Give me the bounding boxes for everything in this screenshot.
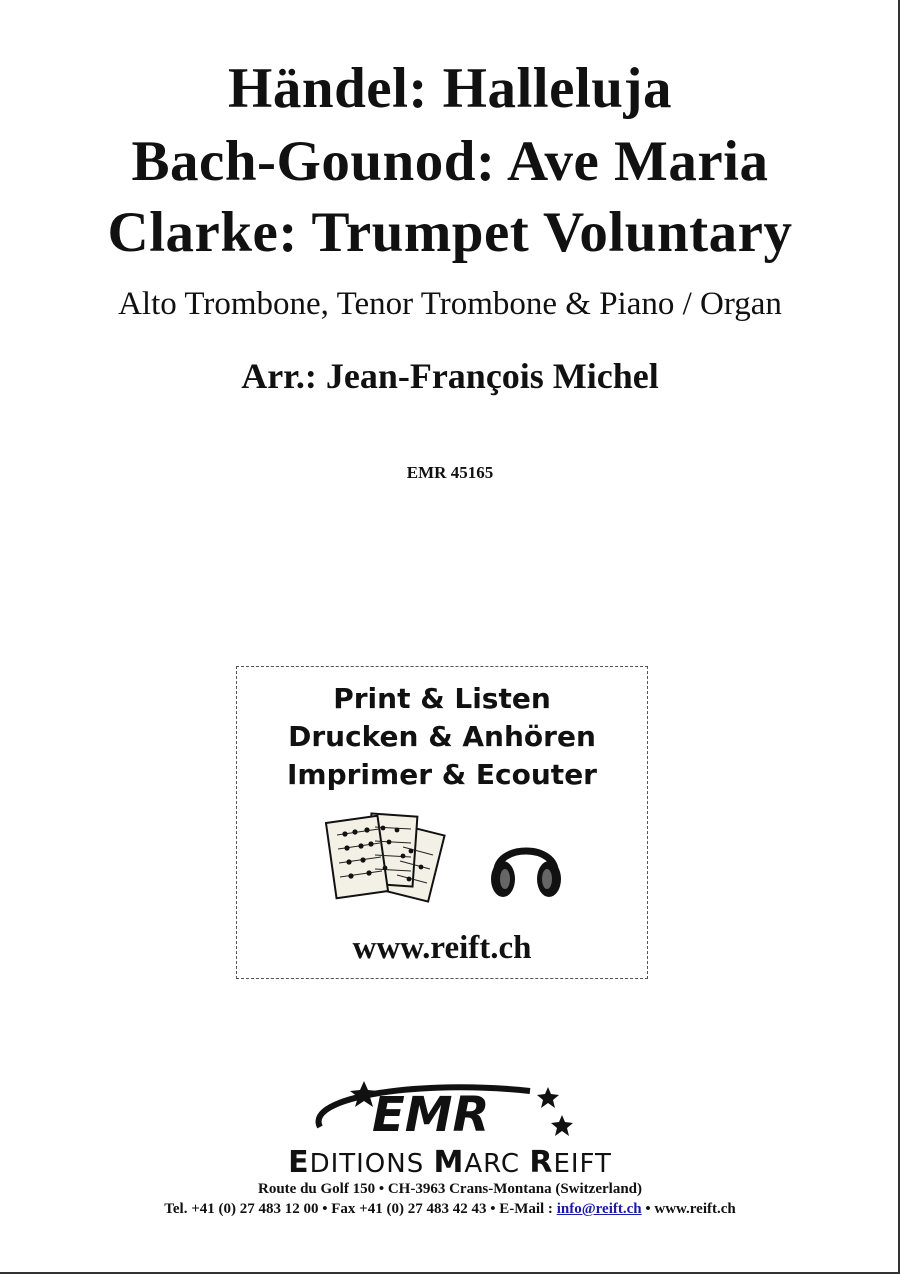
brand-rest-1: DITIONS (309, 1149, 425, 1179)
contact-prefix: Tel. +41 (0) 27 483 12 00 • Fax +41 (0) 27 483 42 43 • E-Mail : (164, 1201, 557, 1217)
emr-logo (300, 1075, 600, 1145)
brand-rest-2: ARC (464, 1149, 521, 1179)
promo-line-english: Print & Listen (333, 682, 551, 715)
promo-line-french: Imprimer & Ecouter (286, 758, 597, 791)
promo-website: www.reift.ch (352, 930, 532, 966)
instrumentation: Alto Trombone, Tenor Trombone & Piano / Organ (118, 286, 782, 322)
headphones-icon (487, 829, 565, 901)
title-line-2: Bach-Gounod: Ave Maria (131, 130, 769, 193)
publisher-name (0, 1145, 900, 1180)
arranger: Arr.: Jean-François Michel (241, 356, 659, 396)
promo-line-german: Drucken & Anhören (288, 720, 596, 753)
email-link[interactable]: info@reift.ch (556, 1201, 642, 1217)
brand-initial-e: E (288, 1145, 310, 1180)
title-line-1: Händel: Halleluja (228, 57, 672, 120)
brand-initial-r: R (529, 1145, 554, 1180)
contact-suffix: • www.reift.ch (641, 1201, 736, 1217)
brand-initial-m: M (433, 1145, 465, 1180)
sheet-music-icon (325, 809, 455, 909)
logo-lettering: EMR (372, 1087, 490, 1143)
title-line-3: Clarke: Trumpet Voluntary (107, 201, 793, 264)
print-listen-box (236, 666, 648, 979)
publisher-contact (0, 1202, 900, 1217)
brand-rest-3: EIFT (553, 1149, 612, 1179)
publisher-address: Route du Golf 150 • CH-3963 Crans-Montana (Switzerland) (258, 1181, 642, 1197)
catalog-number: EMR 45165 (406, 463, 494, 482)
